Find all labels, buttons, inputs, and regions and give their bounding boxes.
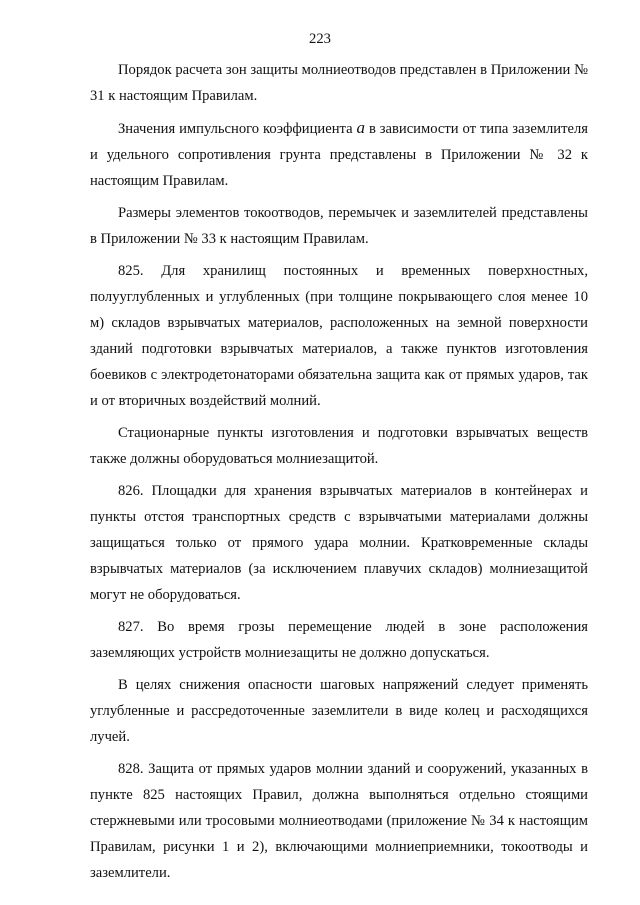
- coefficient-symbol: a: [356, 118, 365, 137]
- paragraph-825: 825. Для хранилищ постоянных и временных поверхностных, полууглубленных и углубленных (при толщине покрывающего слоя менее 10 м) складов взрывчатых материалов, расположенных на земной поверхности зданий подготовки взрывчатых материалов, а также пунктов изготовления боевиков с электродетонаторами обязательна защита как от прямых ударов, так и от вторичных воздействий молний.: [90, 263, 588, 409]
- paragraph-828: 828. Защита от прямых ударов молнии зданий и сооружений, указанных в пункте 825 настоящих Правил, должна выполняться отдельно стоящими стержневыми или тросовыми молниеотводами (приложение № 34 к настоящим Правилам, рисунки 1 и 2), включающими молниеприемники, токоотводы и заземлители.: [90, 761, 588, 881]
- paragraph-impulse-coefficient: [90, 115, 588, 194]
- paragraph: Стационарные пункты изготовления и подготовки взрывчатых веществ также должны оборудоваться молниезащитой.: [90, 425, 588, 467]
- body-text: [90, 57, 588, 892]
- paragraph-826: 826. Площадки для хранения взрывчатых материалов в контейнерах и пункты отстоя транспортных средств с взрывчатыми материалами должны защищаться только от прямого удара молнии. Кратковременные склады взрывчатых материалов (за исключением плавучих складов) молниезащитой могут не оборудоваться.: [90, 483, 588, 603]
- paragraph: Размеры элементов токоотводов, перемычек и заземлителей представлены в Приложении № 33 к настоящим Правилам.: [90, 205, 588, 247]
- paragraph: В целях снижения опасности шаговых напряжений следует применять углубленные и рассредоточенные заземлители в виде колец и расходящихся лучей.: [90, 677, 588, 745]
- paragraph-text: в зависимости от типа заземлителя и удельного сопротивления грунта представлены в Приложении № 32 к настоящим Правилам.: [90, 121, 588, 189]
- paragraph-827: 827. Во время грозы перемещение людей в зоне расположения заземляющих устройств молниезащиты не должно допускаться.: [90, 619, 588, 661]
- paragraph-text: Значения импульсного коэффициента: [118, 121, 353, 137]
- paragraph: Порядок расчета зон защиты молниеотводов представлен в Приложении № 31 к настоящим Правилам.: [90, 62, 588, 104]
- page-number: 223: [309, 31, 331, 47]
